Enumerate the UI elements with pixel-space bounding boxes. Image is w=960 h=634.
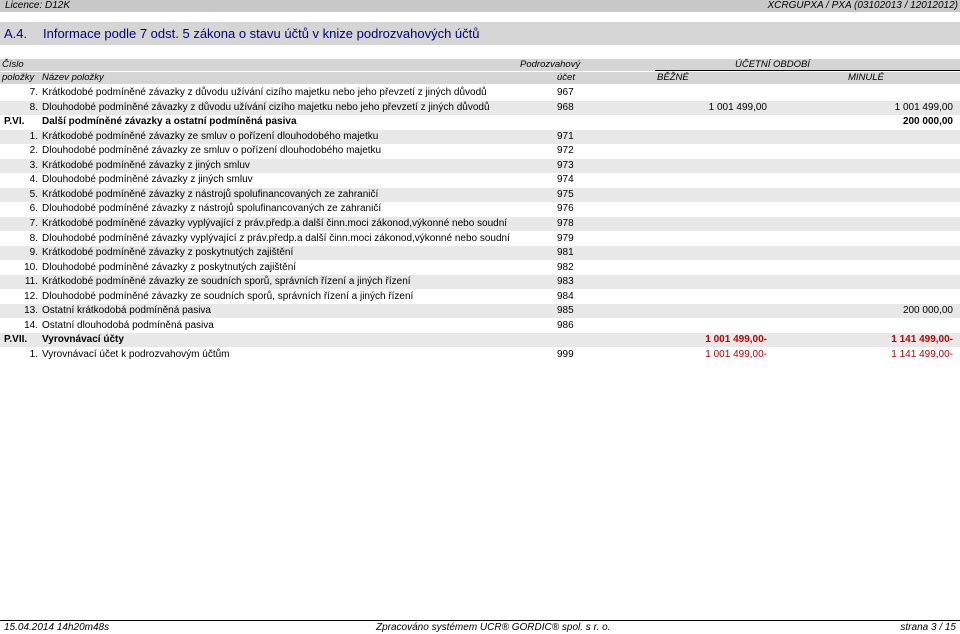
table-row xyxy=(0,130,960,144)
account-number: 999 xyxy=(557,348,574,360)
header-ucetni-obdobi: ÚČETNÍ OBDOBÍ xyxy=(735,59,810,70)
account-number: 971 xyxy=(557,130,574,142)
item-name: Dlouhodobé podmíněné závazky z nástrojů spolufinancovaných ze zahraničí xyxy=(42,203,382,215)
account-number: 981 xyxy=(557,247,574,259)
current-period-value: 1 001 499,00- xyxy=(705,348,767,360)
header-bezne: BĚŽNÉ xyxy=(657,72,689,83)
header-divider xyxy=(655,70,960,71)
licence-label: Licence: D12K xyxy=(5,0,71,11)
previous-period-value: 1 001 499,00 xyxy=(894,101,953,113)
item-name: Krátkodobé podmíněné závazky z nástrojů spolufinancovaných ze zahraničí xyxy=(42,188,379,200)
section-title xyxy=(0,22,960,45)
item-name: Vyrovnávací účty xyxy=(42,334,124,346)
item-number: 12. xyxy=(24,290,38,302)
account-number: 984 xyxy=(557,290,574,302)
header-cislo: Číslo xyxy=(2,59,24,70)
table-row xyxy=(0,202,960,216)
table-row xyxy=(0,348,960,362)
item-name: Další podmíněné závazky a ostatní podmíněná pasiva xyxy=(42,116,297,128)
table-row xyxy=(0,232,960,246)
section-row xyxy=(0,115,960,129)
item-name: Ostatní dlouhodobá podmíněná pasiva xyxy=(42,319,214,331)
account-number: 972 xyxy=(557,145,574,157)
account-number: 986 xyxy=(557,319,574,331)
section-row xyxy=(0,333,960,347)
item-name: Krátkodobé podmíněné závazky z poskytnutých zajištění xyxy=(42,247,294,259)
item-number: 7. xyxy=(29,218,38,229)
table-row xyxy=(0,101,960,115)
account-number: 976 xyxy=(557,203,574,215)
item-number: 14. xyxy=(24,319,38,331)
current-period-value: 1 001 499,00 xyxy=(708,101,767,113)
item-number: 7. xyxy=(29,87,38,98)
table-row xyxy=(0,290,960,304)
item-name: Dlouhodobé podmíněné závazky vyplývající z práv.předp.a další činn.moci zákonod,výkonné nebo soudní xyxy=(42,232,510,244)
table-row xyxy=(0,275,960,289)
table-row xyxy=(0,217,960,231)
table-row xyxy=(0,246,960,260)
item-name: Dlouhodobé podmíněné závazky z jiných smluv xyxy=(42,174,253,186)
item-name: Krátkodobé podmíněné závazky z jiných smluv xyxy=(42,159,250,171)
item-number: 10. xyxy=(24,261,38,273)
account-number: 979 xyxy=(557,232,574,244)
table-header-row-2 xyxy=(0,72,960,84)
item-number: 6. xyxy=(29,203,38,215)
item-name: Dlouhodobé podmíněné závazky ze soudních sporů, správních řízení a jiných řízení xyxy=(42,290,414,302)
item-name: Dlouhodobé podmíněné závazky ze smluv o pořízení dlouhodobého majetku xyxy=(42,145,382,157)
item-name: Krátkodobé podmíněné závazky vyplývající z práv.předp.a další činn.moci zákonod,výkonné nebo soudní xyxy=(42,218,508,229)
table-row xyxy=(0,304,960,318)
header-polozky: položky xyxy=(2,72,35,83)
item-number: 4. xyxy=(29,174,38,186)
item-name: Dlouhodobé podmíněné závazky z důvodu užívání cizího majetku nebo jeho převzetí z jiných důvodů xyxy=(42,101,490,113)
item-name: Krátkodobé podmíněné závazky ze soudních sporů, správních řízení a jiných řízení xyxy=(42,276,411,288)
item-number: 13. xyxy=(24,305,38,317)
account-number: 967 xyxy=(557,87,574,98)
current-period-value: 1 001 499,00- xyxy=(705,334,767,346)
report-id: XCRGUPXA / PXA (03102013 / 12012012) xyxy=(767,0,958,11)
section-number: A.4. xyxy=(4,26,28,41)
item-number: 2. xyxy=(29,145,38,157)
table-row xyxy=(0,319,960,333)
item-name: Ostatní krátkodobá podmíněná pasiva xyxy=(42,305,211,317)
item-name: Krátkodobé podmíněné závazky z důvodu užívání cizího majetku nebo jeho převzetí z jiných důvodů xyxy=(42,87,487,98)
previous-period-value: 1 141 499,00- xyxy=(891,348,953,360)
item-number: 1. xyxy=(29,348,38,360)
footer-system: Zpracováno systémem UCR® GORDIC® spol. s r. o. xyxy=(376,622,611,633)
section-heading: Informace podle 7 odst. 5 zákona o stavu účtů v knize podrozvahových účtů xyxy=(43,26,480,41)
item-number: 8. xyxy=(29,101,38,113)
table-row xyxy=(0,173,960,187)
item-name: Krátkodobé podmíněné závazky ze smluv o pořízení dlouhodobého majetku xyxy=(42,130,379,142)
item-name: Dlouhodobé podmíněné závazky z poskytnutých zajištění xyxy=(42,261,297,273)
header-ucet: účet xyxy=(557,72,575,83)
account-number: 982 xyxy=(557,261,574,273)
item-number: 5. xyxy=(29,188,38,200)
previous-period-value: 200 000,00 xyxy=(902,116,953,128)
account-number: 985 xyxy=(557,305,574,317)
table-row xyxy=(0,86,960,100)
table-row xyxy=(0,188,960,202)
item-number: 8. xyxy=(29,232,38,244)
top-bar xyxy=(0,0,960,12)
page-footer xyxy=(0,620,960,634)
item-name: Vyrovnávací účet k podrozvahovým účtům xyxy=(42,348,230,360)
item-number: 1. xyxy=(29,130,38,142)
header-nazev: Název položky xyxy=(42,72,104,83)
account-number: 975 xyxy=(557,188,574,200)
header-minule: MINULÉ xyxy=(848,72,884,83)
account-number: 974 xyxy=(557,174,574,186)
footer-page: strana 3 / 15 xyxy=(900,622,956,633)
account-number: 968 xyxy=(557,101,574,113)
previous-period-value: 200 000,00 xyxy=(902,305,953,317)
item-number: 11. xyxy=(24,276,38,288)
table-row xyxy=(0,261,960,275)
previous-period-value: 1 141 499,00- xyxy=(891,334,953,346)
item-number: 9. xyxy=(29,247,38,259)
table-row xyxy=(0,159,960,173)
item-number: P.VII. xyxy=(4,334,28,346)
account-number: 983 xyxy=(557,276,574,288)
account-number: 973 xyxy=(557,159,574,171)
item-number: P.VI. xyxy=(4,116,25,128)
table-row xyxy=(0,144,960,158)
account-number: 978 xyxy=(557,218,574,229)
header-podrozvahovy: Podrozvahový xyxy=(520,59,581,70)
footer-date: 15.04.2014 14h20m48s xyxy=(4,622,110,633)
item-number: 3. xyxy=(29,159,38,171)
